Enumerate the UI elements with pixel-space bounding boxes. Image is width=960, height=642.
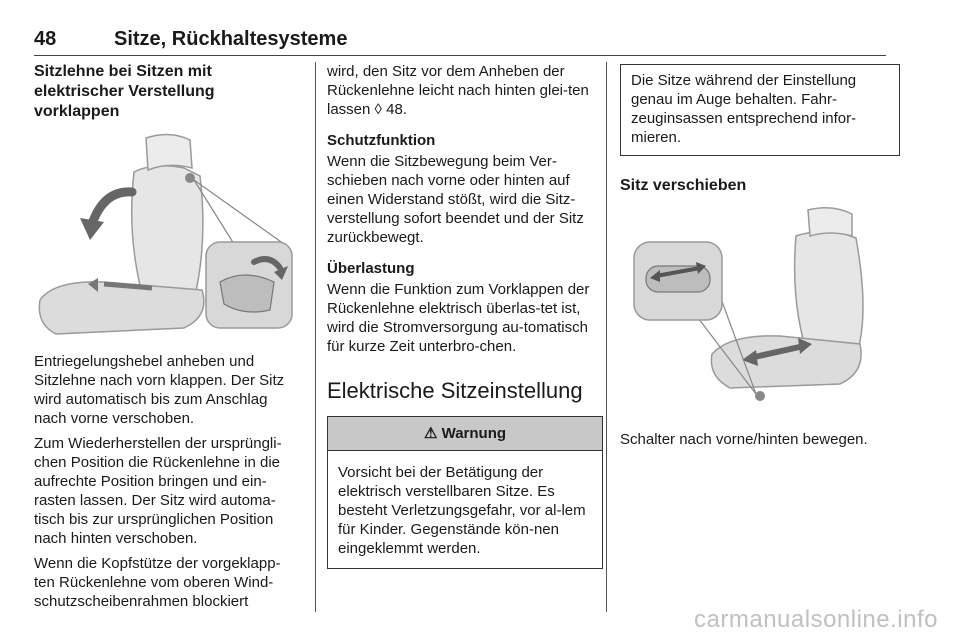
figure-caption: Schalter nach vorne/hinten bewegen. [620, 431, 868, 448]
seat-cushion [39, 282, 204, 334]
release-lever [185, 173, 195, 183]
section-heading: Sitzlehne bei Sitzen mit elektrischer Verstellung vorklappen [34, 63, 215, 120]
headrest [146, 134, 192, 170]
page-header [34, 22, 886, 56]
warning-header [328, 417, 602, 451]
subheading-overload: Überlastung [327, 260, 415, 277]
warning-title: Warnung [441, 425, 507, 442]
watermark: carmanualsonline.info [694, 606, 938, 633]
header-rule [34, 55, 886, 56]
section-heading: Elektrische Sitzeinstellung [327, 378, 583, 403]
warning-text: Vorsicht bei der Betätigung der elektrisch verstellbaren Sitze. Es besteht Verletzungsgefahr, vor al-lem für Kinder. Gegenstände kön-nen eingeklemmt werden. [338, 464, 586, 557]
subheading-protection: Schutzfunktion [327, 132, 436, 149]
paragraph: Zum Wiederherstellen der ursprüngli-chen Position die Rückenlehne in die aufrechte Position bringen und ein-rasten lassen. Der Sitz wird automa-tisch bis zur ursprünglichen Position nach hinten verschoben. [34, 435, 282, 547]
section-heading: Sitz verschieben [620, 177, 747, 194]
seat-cushion [711, 336, 861, 388]
warning-triangle-icon: ⚠ [423, 425, 438, 442]
chapter-title: Sitze, Rückhaltesysteme [114, 28, 348, 50]
note-box: Die Sitze während der Einstellung genau im Auge behalten. Fahr-zeuginsassen entsprechend infor-mieren. [620, 64, 900, 156]
paragraph: Entriegelungshebel anheben und Sitzlehne nach vorn klappen. Der Sitz wird automatisch bis zum Anschlag nach vorne verschoben. [34, 353, 285, 427]
paragraph: wird, den Sitz vor dem Anheben der Rückenlehne leicht nach hinten glei-ten lassen ◊ 48. [327, 63, 589, 118]
warning-box [327, 416, 603, 569]
page-number: 48 [34, 28, 57, 50]
paragraph: Wenn die Kopfstütze der vorgeklapp-ten Rückenlehne vom oberen Wind-schutzscheibenrahmen blockiert [34, 555, 281, 610]
column-right [606, 62, 900, 455]
column-left [34, 62, 300, 617]
seat-switch [755, 391, 765, 401]
headrest [808, 208, 852, 236]
seat-slide-illustration [620, 206, 888, 418]
paragraph: Wenn die Sitzbewegung beim Ver-schieben nach vorne oder hinten auf einen Widerstand stößt, wird die Sitz-verstellung sofort beendet und der Sitz zurückbewegt. [327, 153, 584, 246]
column-middle [315, 62, 603, 569]
paragraph: Wenn die Funktion zum Vorklappen der Rückenlehne elektrisch überlas-tet ist, wird die Stromversorgung au-tomatisch für kurze Zeit unterbro-chen. [327, 281, 590, 355]
seat-fold-illustration [34, 132, 298, 340]
